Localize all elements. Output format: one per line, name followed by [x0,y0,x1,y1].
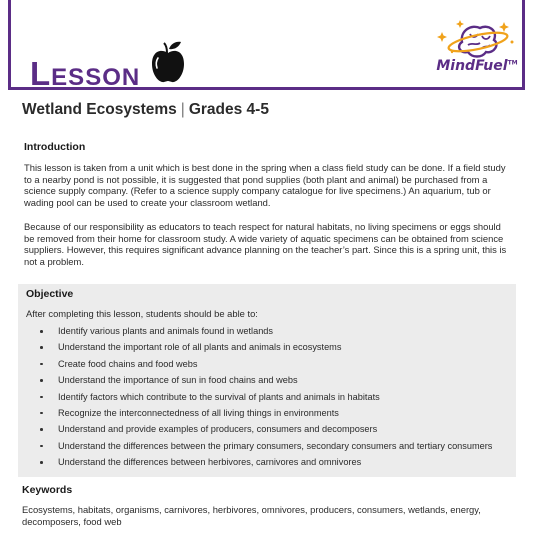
lesson-heading-rest: ESSON [51,64,141,91]
introduction-heading: Introduction [24,141,86,153]
objective-list [26,326,510,474]
list-item: Identify various plants and animals found in wetlands [26,326,510,337]
list-item: Understand the differences between herbivores, carnivores and omnivores [26,457,510,468]
page-title [22,101,269,119]
title-grades: Grades 4-5 [188,101,269,118]
keywords-heading: Keywords [22,484,73,496]
mindfuel-logo-text [432,58,522,74]
introduction-paragraph-1: This lesson is taken from a unit which is best done in the spring when a class field study can be done. If a field study to a nearby pond is not possible, it is suggested that pond supplies (both plant and animal) be purchased from a science supply company. (Refer to a science supply company catalogue for live specimens.) An aquarium, tub or wading pool can be used to create your classroom wetland. [24,162,506,208]
list-item: Understand and provide examples of producers, consumers and decomposers [26,424,510,435]
lesson-heading-initial: L [30,55,52,92]
objective-intro: After completing this lesson, students should be able to: [26,308,258,319]
list-item: Understand the differences between the primary consumers, secondary consumers and tertiary consumers [26,441,510,452]
list-item: Recognize the interconnectedness of all living things in environments [26,408,510,419]
logo-trademark: TM [507,59,518,67]
list-item: Identify factors which contribute to the survival of plants and animals in habitats [26,392,510,403]
list-item: Create food chains and food webs [26,359,510,370]
logo-wordmark: MindFuel [436,58,508,74]
introduction-paragraph-2: Because of our responsibility as educators to teach respect for natural habitats, no living specimens or eggs should be removed from their home for classroom study. A wide variety of aquatic specimens can be obtained from science suppliers. However, this requires significant advance planning on the teacher’s part. Since this is a spring unit, this is not a problem. [24,221,507,267]
list-item: Understand the importance of sun in food chains and webs [26,375,510,386]
objective-heading: Objective [26,288,74,300]
title-separator: | [180,101,185,118]
objective-section [18,284,516,477]
lesson-heading [30,44,140,90]
apple-icon [150,40,186,84]
title-topic: Wetland Ecosystems [22,101,177,118]
keywords-text: Ecosystems, habitats, organisms, carnivores, herbivores, omnivores, producers, consumers, wetlands, energy, decomposers, food web [22,504,481,527]
list-item: Understand the important role of all plants and animals in ecosystems [26,342,510,353]
